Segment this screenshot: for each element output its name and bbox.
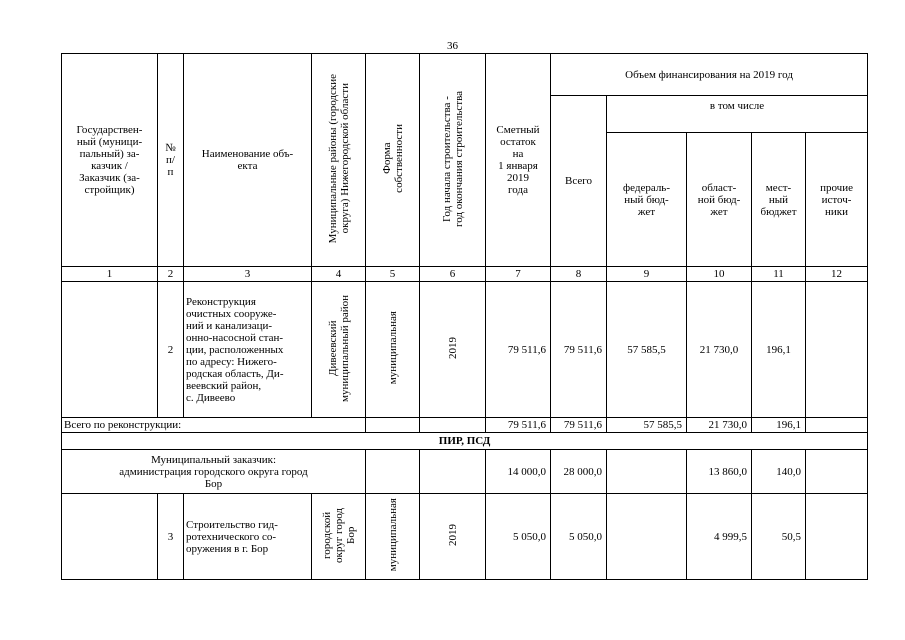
customer-other bbox=[806, 450, 868, 494]
col-num-7: 7 bbox=[486, 267, 551, 282]
subtotal-local: 196,1 bbox=[752, 418, 806, 433]
col-num-11: 11 bbox=[752, 267, 806, 282]
customer-label: Муниципальный заказчик: администрация городского округа город Бор bbox=[62, 450, 366, 494]
cell-ownership: муниципальная bbox=[366, 494, 420, 580]
subtotal-ownership bbox=[366, 418, 420, 433]
cell-local: 50,5 bbox=[752, 494, 806, 580]
subtotal-row bbox=[62, 418, 868, 433]
cell-district: Дивеевский муниципальный район bbox=[312, 282, 366, 418]
cell-total: 5 050,0 bbox=[551, 494, 607, 580]
header-other: прочие источ- ники bbox=[806, 133, 868, 267]
cell-other bbox=[806, 282, 868, 418]
customer-ownership bbox=[366, 450, 420, 494]
customer-federal bbox=[607, 450, 687, 494]
header-object-name: Наименование объ- екта bbox=[184, 54, 312, 267]
cell-object-name: Строительство гид- ротехнического со- оружения в г. Бор bbox=[184, 494, 312, 580]
cell-years: 2019 bbox=[420, 494, 486, 580]
subtotal-remainder: 79 511,6 bbox=[486, 418, 551, 433]
cell-object-name: Реконструкция очистных сооруже- ний и канализаци- онно-насосной стан- ции, расположенных по адресу: Нижего- родская область, Ди- веевский район, с. Дивеево bbox=[184, 282, 312, 418]
header-financing: Объем финансирования на 2019 год bbox=[551, 54, 868, 96]
header-district: Муниципальные районы (городские округа) Нижегородской области bbox=[312, 54, 366, 267]
cell-total: 79 511,6 bbox=[551, 282, 607, 418]
subtotal-total: 79 511,6 bbox=[551, 418, 607, 433]
header-remainder: Сметный остаток на 1 января 2019 года bbox=[486, 54, 551, 267]
cell-district: городской округ город Бор bbox=[312, 494, 366, 580]
cell-local: 196,1 bbox=[752, 282, 806, 418]
header-including: в том числе bbox=[607, 96, 868, 133]
subtotal-federal: 57 585,5 bbox=[607, 418, 687, 433]
subtotal-other bbox=[806, 418, 868, 433]
table-row bbox=[62, 494, 868, 580]
subtotal-label: Всего по реконструкции: bbox=[62, 418, 366, 433]
header-local: мест- ный бюджет bbox=[752, 133, 806, 267]
header-ownership: Форма собственности bbox=[366, 54, 420, 267]
cell-num: 2 bbox=[158, 282, 184, 418]
col-num-12: 12 bbox=[806, 267, 868, 282]
customer-remainder: 14 000,0 bbox=[486, 450, 551, 494]
col-num-2: 2 bbox=[158, 267, 184, 282]
header-years: Год начала строительства - год окончания строительства bbox=[420, 54, 486, 267]
col-num-3: 3 bbox=[184, 267, 312, 282]
cell-ownership: муниципальная bbox=[366, 282, 420, 418]
cell-federal: 57 585,5 bbox=[607, 282, 687, 418]
header-num: № п/ п bbox=[158, 54, 184, 267]
header-regional: област- ной бюд- жет bbox=[687, 133, 752, 267]
subtotal-regional: 21 730,0 bbox=[687, 418, 752, 433]
col-num-9: 9 bbox=[607, 267, 687, 282]
header-federal: федераль- ный бюд- жет bbox=[607, 133, 687, 267]
page-number: 36 bbox=[447, 40, 458, 52]
cell-regional: 21 730,0 bbox=[687, 282, 752, 418]
cell-regional: 4 999,5 bbox=[687, 494, 752, 580]
table-row bbox=[62, 282, 868, 418]
header-total: Всего bbox=[551, 96, 607, 267]
header-customer: Государствен- ный (муници- пальный) за- казчик / Заказчик (за- стройщик) bbox=[62, 54, 158, 267]
cell-remainder: 79 511,6 bbox=[486, 282, 551, 418]
cell-customer bbox=[62, 282, 158, 418]
cell-years: 2019 bbox=[420, 282, 486, 418]
cell-remainder: 5 050,0 bbox=[486, 494, 551, 580]
subtotal-years bbox=[420, 418, 486, 433]
cell-other bbox=[806, 494, 868, 580]
customer-regional: 13 860,0 bbox=[687, 450, 752, 494]
col-num-8: 8 bbox=[551, 267, 607, 282]
col-num-1: 1 bbox=[62, 267, 158, 282]
section-title: ПИР, ПСД bbox=[62, 433, 868, 450]
col-num-4: 4 bbox=[312, 267, 366, 282]
financing-table bbox=[61, 53, 868, 580]
customer-total: 28 000,0 bbox=[551, 450, 607, 494]
col-num-6: 6 bbox=[420, 267, 486, 282]
cell-federal bbox=[607, 494, 687, 580]
customer-years bbox=[420, 450, 486, 494]
col-num-10: 10 bbox=[687, 267, 752, 282]
customer-row bbox=[62, 450, 868, 494]
cell-num: 3 bbox=[158, 494, 184, 580]
cell-customer bbox=[62, 494, 158, 580]
customer-local: 140,0 bbox=[752, 450, 806, 494]
col-num-5: 5 bbox=[366, 267, 420, 282]
